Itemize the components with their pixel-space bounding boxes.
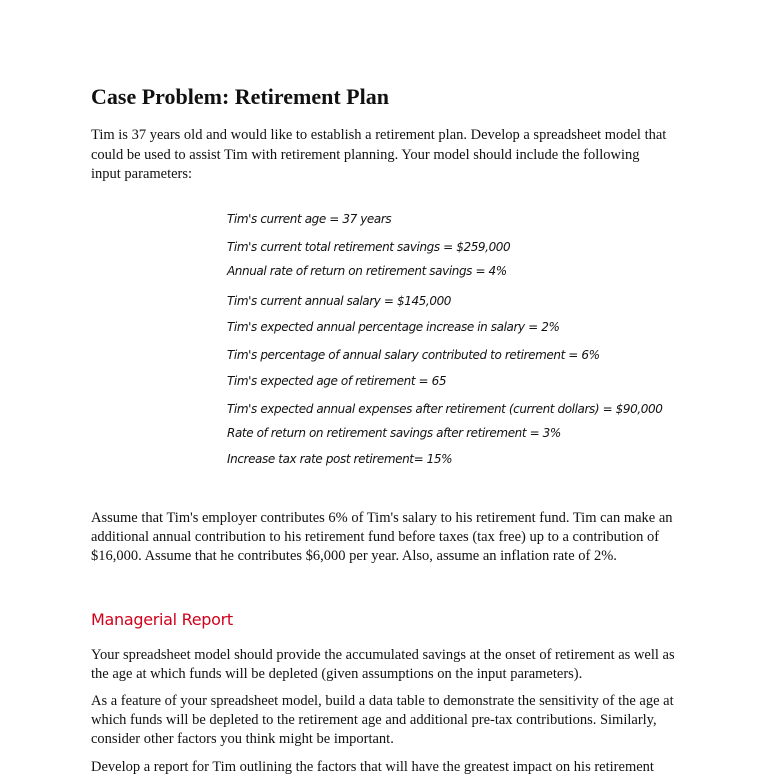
parameter-retirement-expenses: Tim's expected annual expenses after retirement (current dollars) = $90,000 (227, 402, 663, 416)
parameter-post-retirement-return: Rate of return on retirement savings after retirement = 3% (227, 426, 561, 440)
assumptions-paragraph: Assume that Tim's employer contributes 6% of Tim's salary to his retirement fund. Tim can make an additional annual contribution to his retirement fund before taxes (tax free) up to a contribution of $16,000. Assume that he contributes $6,000 per year. Also, assume an inflation rate of 2%. (91, 510, 673, 564)
parameter-tax-rate: Increase tax rate post retirement= 15% (227, 452, 453, 466)
intro-paragraph: Tim is 37 years old and would like to establish a retirement plan. Develop a spreadsheet model that could be used to assist Tim with retirement planning. Your model should include the following input parameters: (91, 127, 667, 182)
report-paragraph: Develop a report for Tim outlining the factors that will have the greatest impact on his retirement (91, 759, 654, 775)
page-title: Case Problem: Retirement Plan (91, 84, 389, 109)
parameter-contribution-percent: Tim's percentage of annual salary contributed to retirement = 6% (227, 348, 600, 362)
parameter-current-salary: Tim's current annual salary = $145,000 (227, 294, 452, 308)
parameter-current-age: Tim's current age = 37 years (227, 212, 392, 226)
report-paragraph: As a feature of your spreadsheet model, build a data table to demonstrate the sensitivity of the age at which funds will be depleted to the retirement age and additional pre-tax contributions. Similarly, consider other factors you think might be important. (91, 693, 674, 747)
report-paragraph: Your spreadsheet model should provide the accumulated savings at the onset of retirement as well as the age at which funds will be depleted (given assumptions on the input parameters). (91, 647, 675, 682)
parameter-salary-increase: Tim's expected annual percentage increase in salary = 2% (227, 320, 560, 334)
parameter-retirement-age: Tim's expected age of retirement = 65 (227, 374, 447, 388)
parameter-current-savings: Tim's current total retirement savings = $259,000 (227, 240, 511, 254)
managerial-report-heading: Managerial Report (91, 610, 233, 629)
parameter-annual-return: Annual rate of return on retirement savings = 4% (227, 264, 507, 278)
